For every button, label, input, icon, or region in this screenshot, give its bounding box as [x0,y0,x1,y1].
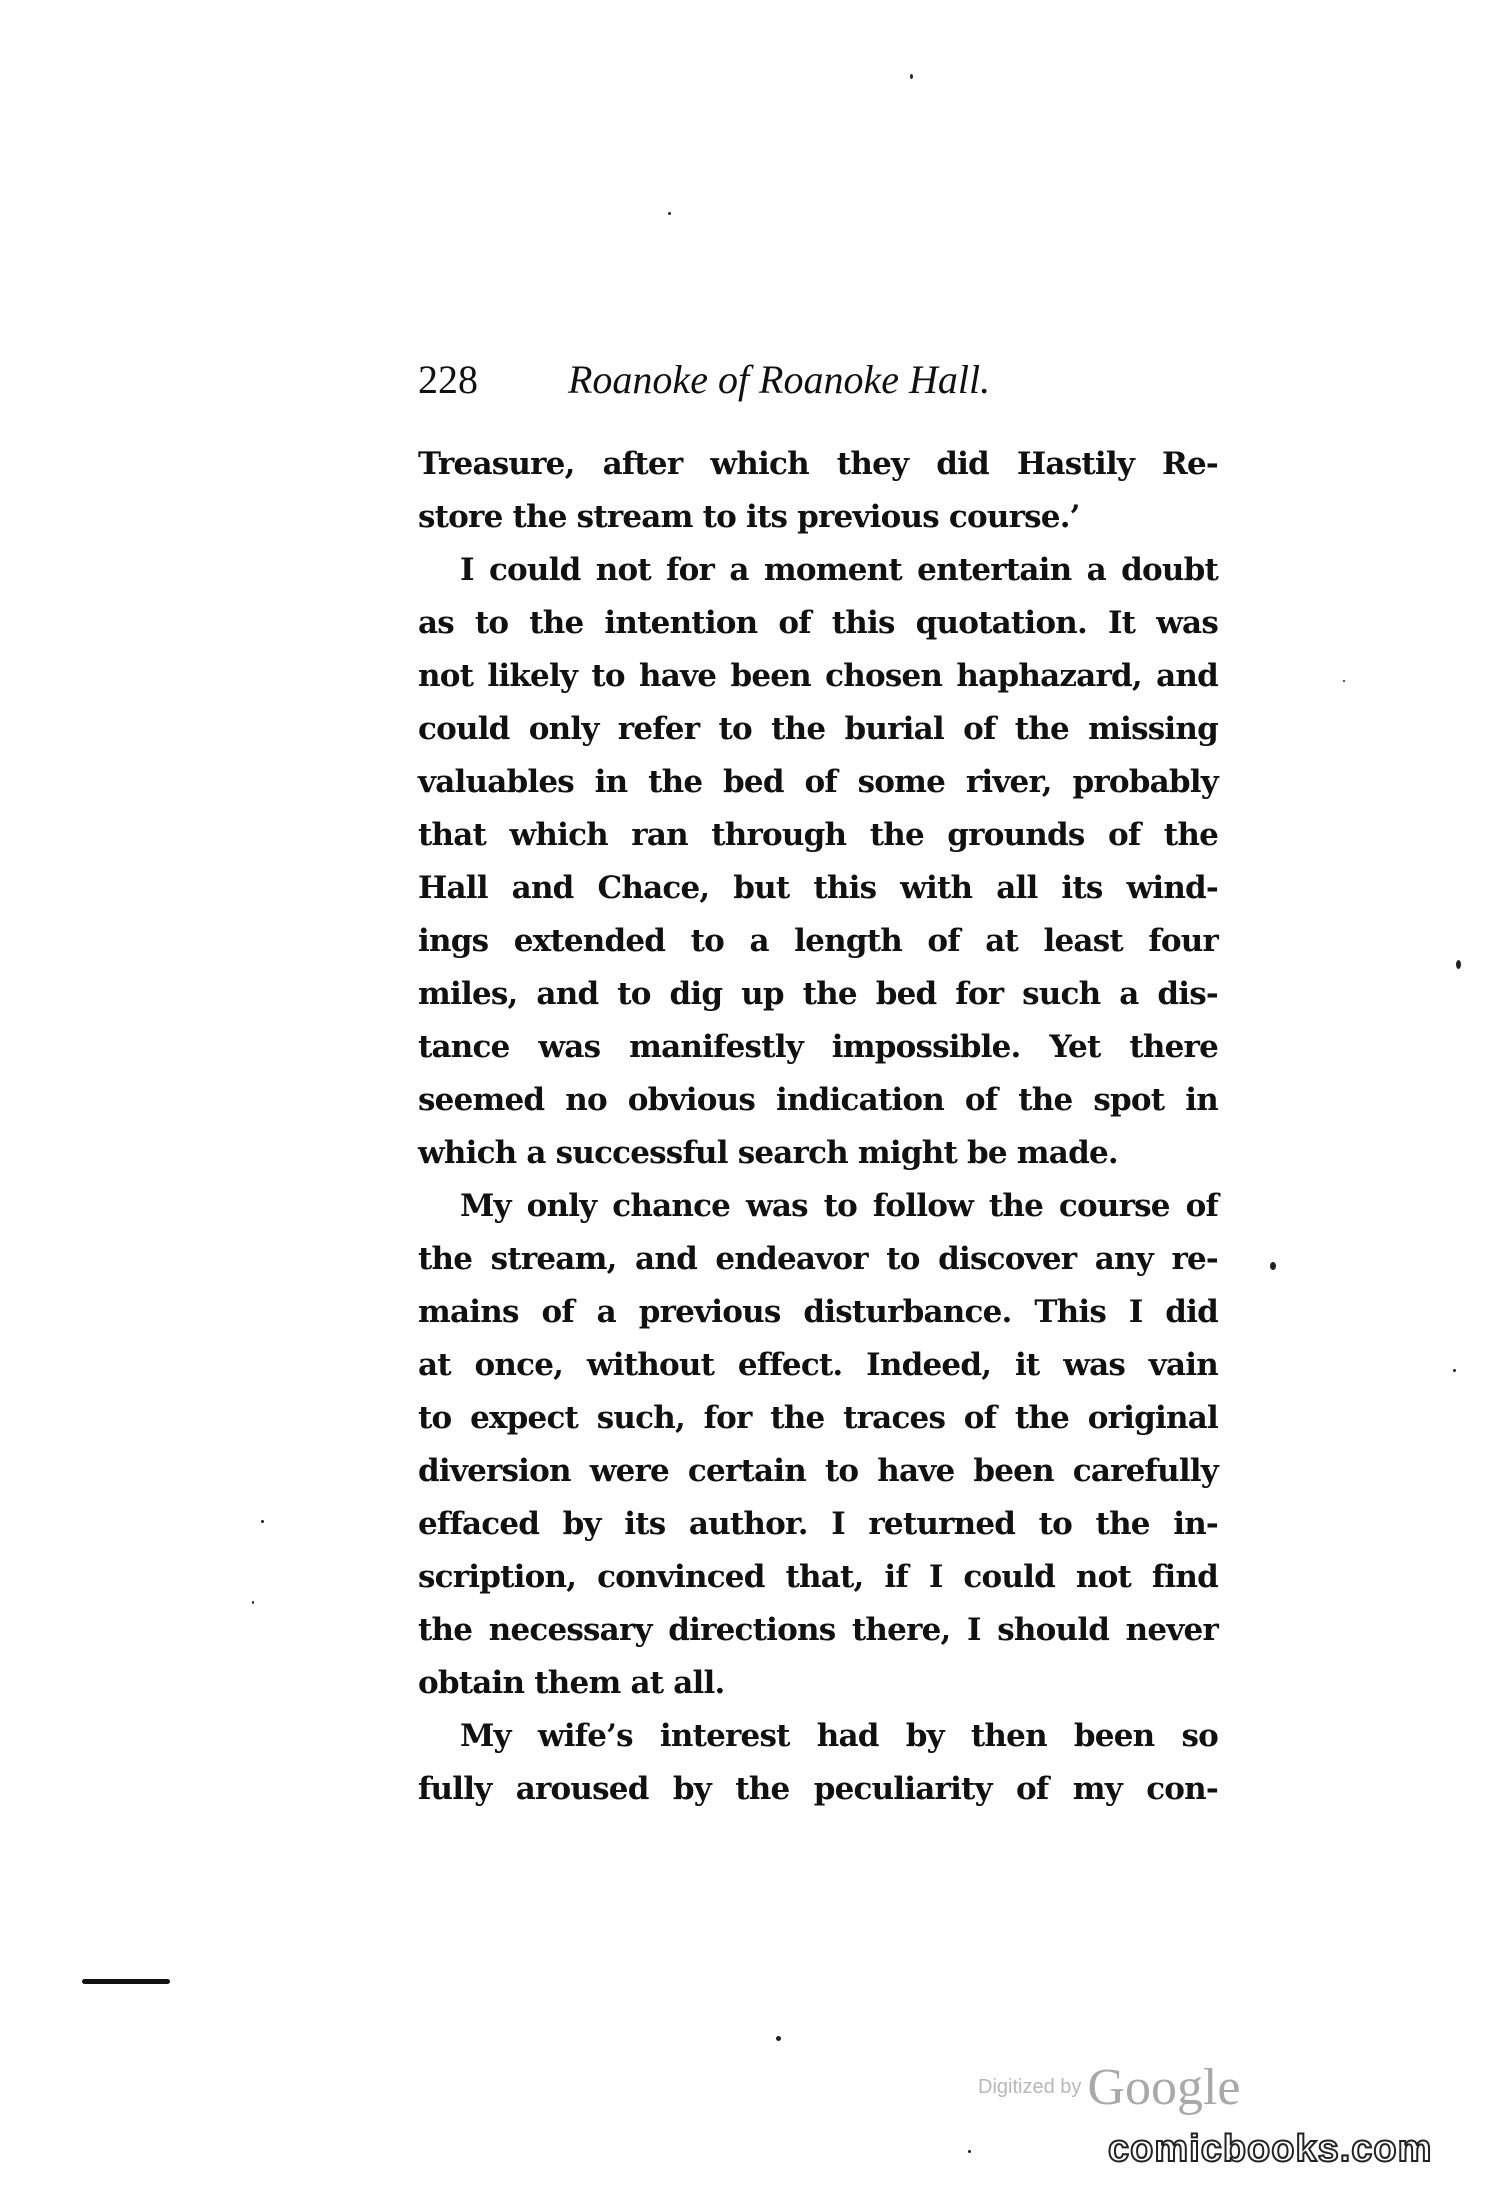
text-line: at once, without effect. Indeed, it was vain [418,1347,1218,1383]
text-line: which a successful search might be made. [418,1135,1118,1171]
watermark: comicbooks.com [1108,2128,1433,2170]
scan-speck [1453,1369,1456,1372]
text-line: as to the intention of this quotation. It was [418,605,1218,641]
text-line: not likely to have been chosen haphazard, and [418,658,1218,694]
scan-speck [910,74,913,79]
scan-speck [1270,1262,1276,1270]
text-line: could only refer to the burial of the missing [418,711,1218,747]
text-line: I could not for a moment entertain a doubt [460,552,1218,588]
text-line: the stream, and endeavor to discover any re- [418,1241,1218,1277]
scan-speck [668,212,671,215]
text-line: miles, and to dig up the bed for such a dis- [418,976,1218,1012]
digitized-by-text: Digitized by [978,2076,1082,2098]
text-line: the necessary directions there, I should never [418,1612,1218,1648]
body-text [418,438,1218,1816]
text-line: My wife’s interest had by then been so [460,1718,1218,1754]
scan-speck [252,1601,254,1604]
text-line: ings extended to a length of at least four [418,923,1218,959]
text-line: Treasure, after which they did Hastily Re- [418,446,1218,482]
scan-speck [776,2036,781,2041]
scan-speck [1343,680,1345,682]
text-line: effaced by its author. I returned to the in- [418,1506,1218,1542]
text-line: mains of a previous disturbance. This I did [418,1294,1218,1330]
text-line: seemed no obvious indication of the spot in [418,1082,1218,1118]
text-line: obtain them at all. [418,1665,725,1701]
digitized-by-google-stamp [978,2058,1240,2118]
page-header [418,350,1218,410]
running-title: Roanoke of Roanoke Hall. [568,357,991,402]
text-line: valuables in the bed of some river, probably [418,764,1218,800]
scan-speck [261,1520,264,1523]
text-line: to expect such, for the traces of the original [418,1400,1218,1436]
text-line: tance was manifestly impossible. Yet there [418,1029,1218,1065]
google-logo: Google [1087,2059,1241,2116]
text-line: store the stream to its previous course.’ [418,499,1080,535]
scan-speck [1456,960,1461,969]
page-number: 228 [418,357,478,402]
text-line: Hall and Chace, but this with all its wind- [418,870,1218,906]
text-line: My only chance was to follow the course of [460,1188,1218,1224]
scan-speck [968,2150,971,2153]
scan-mark [82,1979,170,1984]
text-line: that which ran through the grounds of the [418,817,1218,853]
text-line: diversion were certain to have been carefully [418,1453,1218,1489]
text-line: fully aroused by the peculiarity of my con- [418,1771,1218,1807]
text-line: scription, convinced that, if I could not find [418,1559,1218,1595]
